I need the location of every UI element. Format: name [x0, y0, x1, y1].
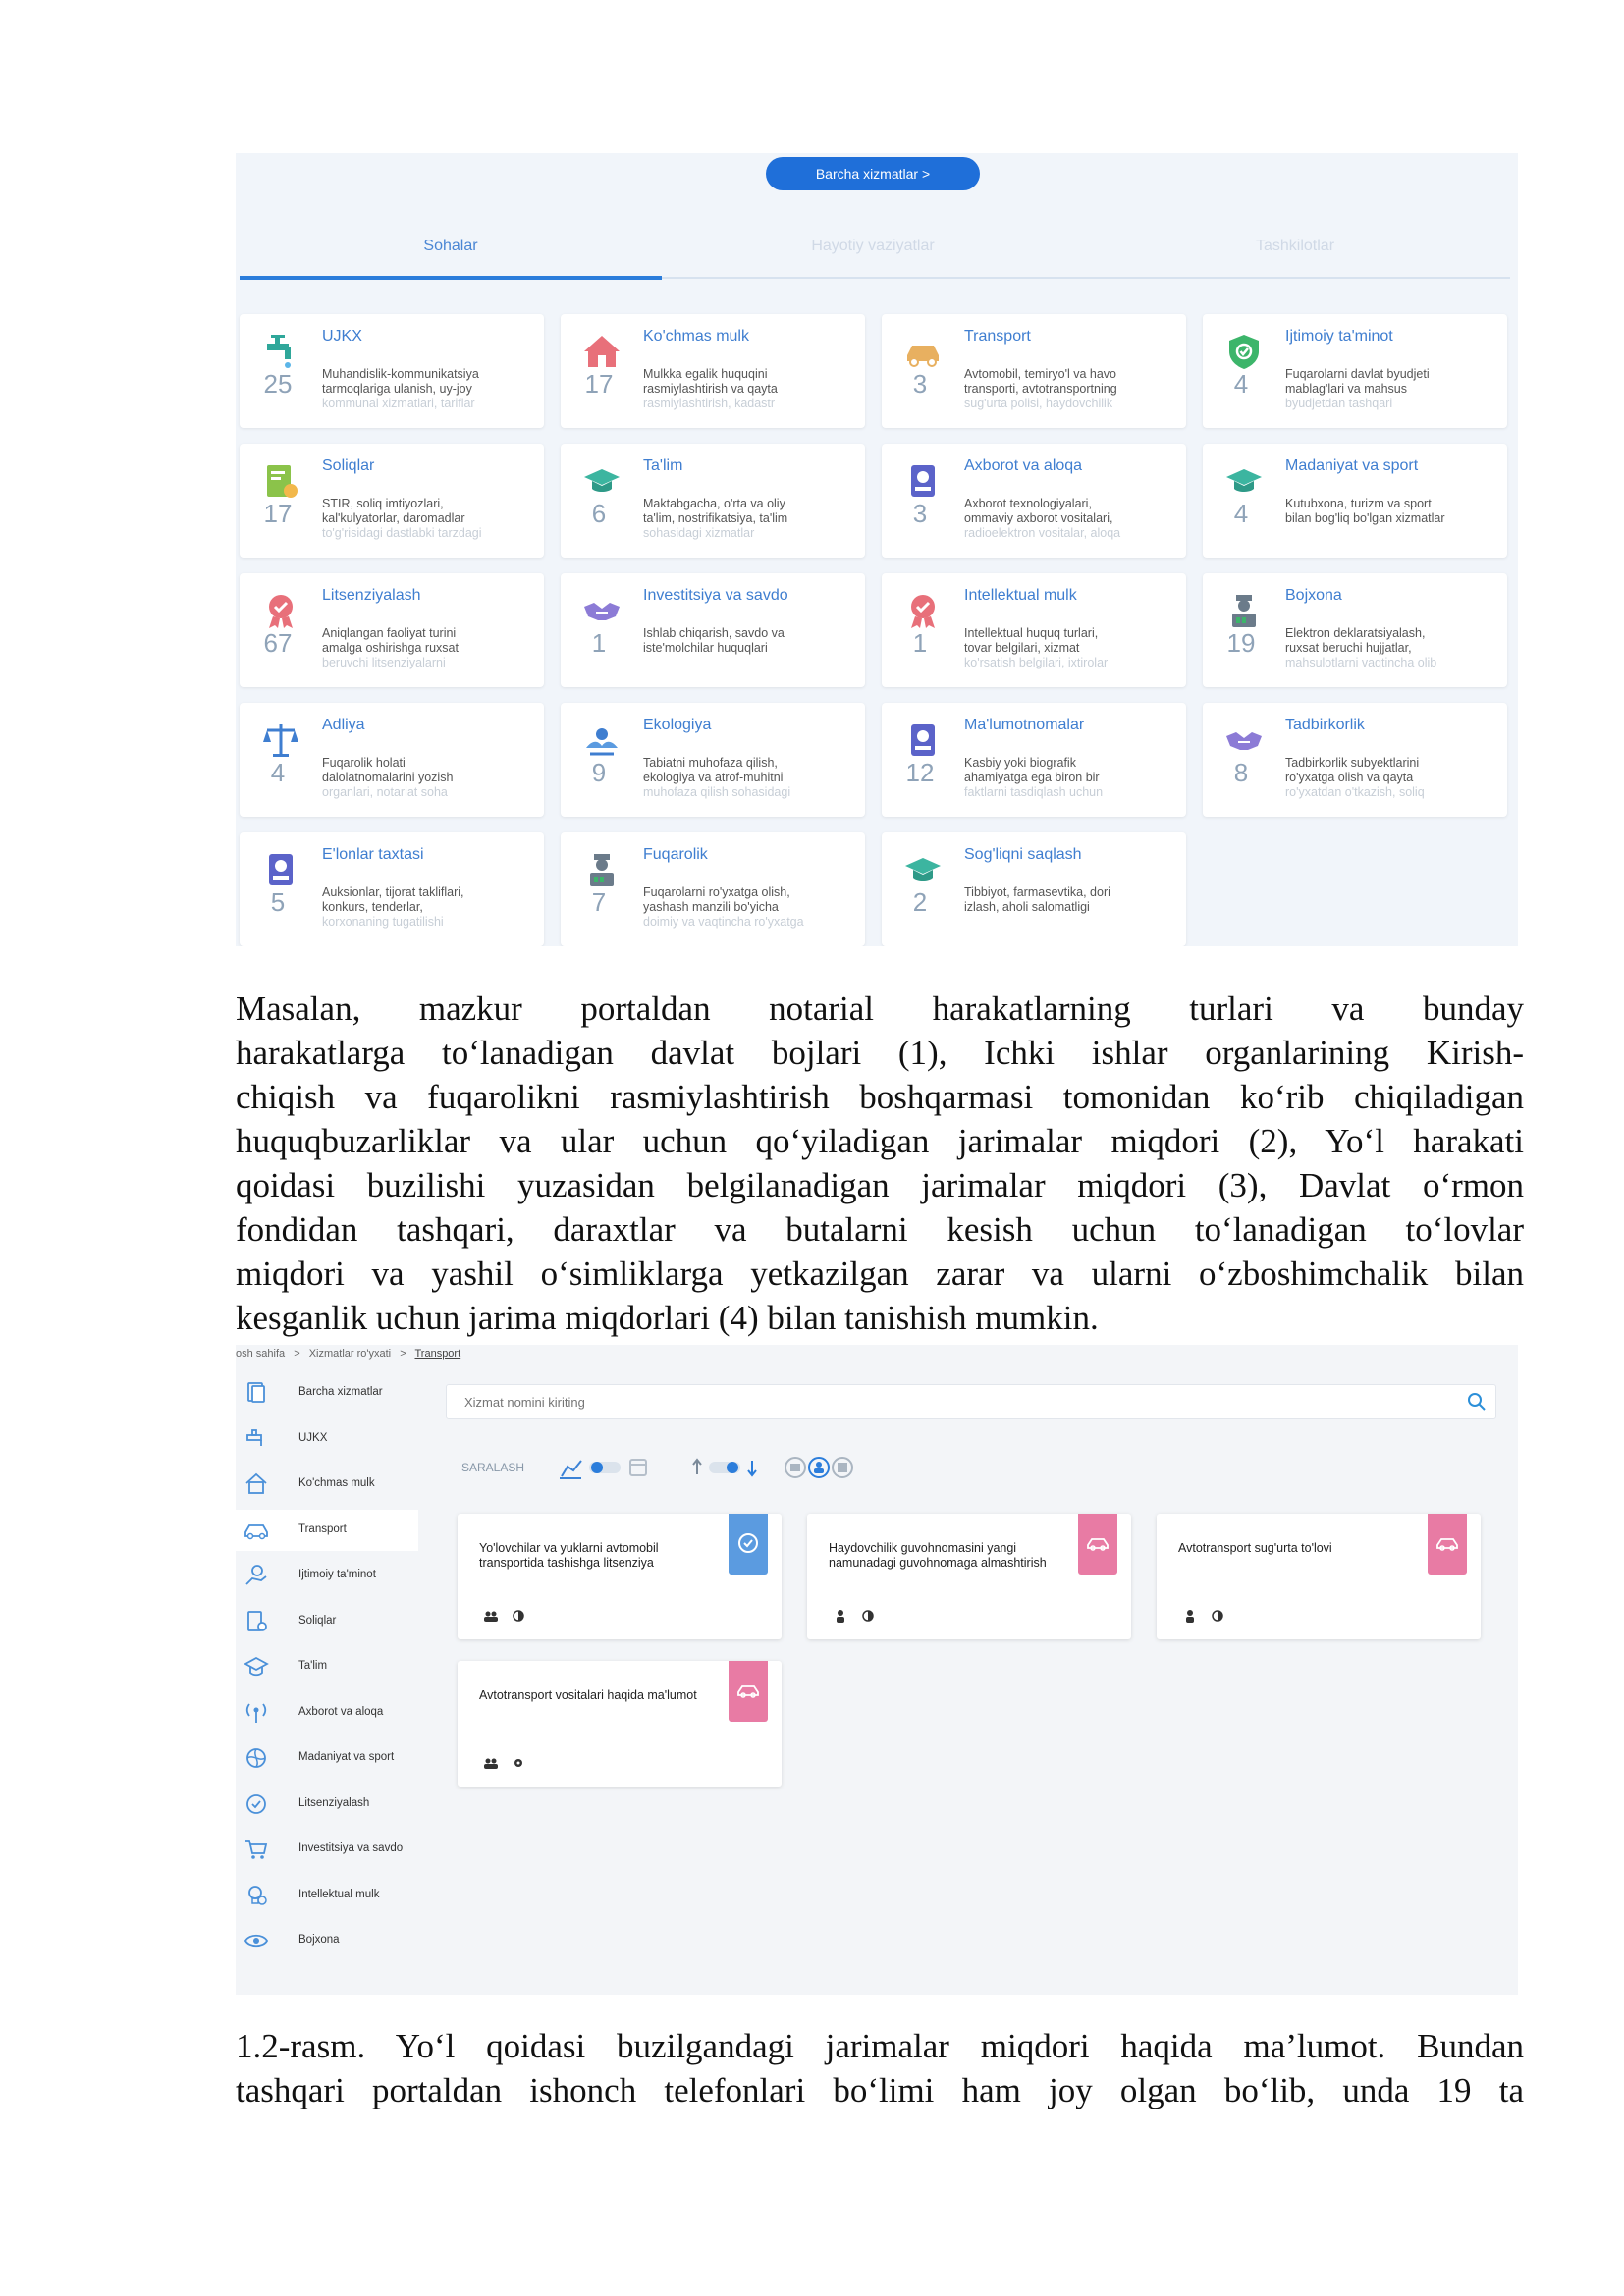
service-meta-icons: [483, 1608, 542, 1624]
sidebar-item-label: Madaniyat va sport: [298, 1751, 395, 1763]
category-card[interactable]: [1203, 703, 1507, 817]
graduation-cap-icon: [903, 850, 943, 889]
description-line: Tibbiyot, farmasevtika, dori: [964, 885, 1110, 899]
filter-company-icon[interactable]: [833, 1458, 852, 1477]
body-paragraph: [236, 987, 1524, 1340]
category-title: Madaniyat va sport: [1285, 457, 1419, 474]
description-line: ta'lim, nostrifikatsiya, ta'lim: [643, 511, 788, 525]
category-title: Ekologiya: [643, 717, 712, 733]
description-line: konkurs, tenderlar,: [322, 900, 423, 914]
services-portal-screenshot: [236, 153, 1518, 946]
ball-icon: [244, 1745, 269, 1771]
toggle-switch[interactable]: [589, 1462, 621, 1473]
cart-icon: [244, 1837, 269, 1862]
description-line: Intellektual huquq turlari,: [964, 626, 1099, 640]
category-count: 4: [270, 758, 286, 787]
breadcrumb-services[interactable]: Xizmatlar ro'yxati: [308, 1348, 392, 1360]
caption-paragraph: [236, 2024, 1524, 2112]
service-meta-icons: [833, 1608, 892, 1624]
category-description: [964, 367, 1176, 411]
category-card[interactable]: [240, 314, 544, 428]
category-description: [1285, 756, 1497, 800]
category-sidebar: [236, 1364, 418, 1995]
category-count: 5: [270, 887, 286, 917]
description-line: Fuqarolarni ro'yxatga olish,: [643, 885, 790, 899]
service-card[interactable]: [807, 1514, 1131, 1639]
category-count: 4: [1233, 369, 1249, 399]
sidebar-item-label: Ko'chmas mulk: [298, 1477, 375, 1489]
category-title: E'lonlar taxtasi: [322, 846, 424, 863]
category-count: 4: [1233, 499, 1249, 528]
water-tap-icon: [244, 1426, 269, 1452]
description-line: ekologiya va atrof-muhitni: [643, 771, 784, 784]
customs-officer-icon: [1224, 591, 1264, 630]
service-type-tag: [1428, 1514, 1467, 1575]
description-line: rasmiylashtirish, kadastr: [643, 397, 776, 410]
graduation-cap-icon: [244, 1654, 269, 1680]
description-line: STIR, soliq imtiyozlari,: [322, 497, 444, 510]
category-title: Transport: [964, 328, 1031, 345]
description-line: ruxsat beruchi hujjatlar,: [1285, 641, 1412, 655]
sidebar-item-label: Ta'lim: [298, 1660, 328, 1672]
sidebar-item-label: Investitsiya va savdo: [298, 1842, 404, 1854]
category-card[interactable]: [240, 444, 544, 558]
description-line: Avtomobil, temiryo'l va havo: [964, 367, 1116, 381]
service-title: Avtotransport sug'urta to'lovi: [1178, 1541, 1332, 1555]
toggle-switch[interactable]: [709, 1462, 740, 1473]
description-line: bilan bog'liq bo'lgan xizmatlar: [1285, 511, 1445, 525]
description-line: beruvchi litsenziyalarni: [322, 656, 446, 669]
category-count: 1: [591, 628, 607, 658]
graduation-cap-icon: [582, 461, 622, 501]
check-badge-icon: [736, 1531, 760, 1555]
paragraph-line: fondidan tashqari, daraxtlar va butalarni kesish uchun to‘lanadigan to‘lovlar: [236, 1210, 1524, 1249]
category-card[interactable]: [882, 832, 1186, 946]
sidebar-item[interactable]: [236, 1601, 418, 1642]
search-input[interactable]: [446, 1384, 1496, 1419]
person-icon: [837, 1610, 844, 1623]
description-line: kommunal xizmatlari, tariflar: [322, 397, 475, 410]
sidebar-item[interactable]: [236, 1372, 418, 1414]
category-description: [643, 626, 855, 656]
category-title: Ta'lim: [643, 457, 683, 474]
description-line: Axborot texnologiyalari,: [964, 497, 1092, 510]
tab-sohalar[interactable]: Sohalar: [423, 238, 478, 254]
category-card[interactable]: [882, 573, 1186, 687]
award-icon: [903, 591, 943, 630]
car-icon: [903, 332, 943, 371]
description-line: Auksionlar, tijorat takliflari,: [322, 885, 464, 899]
category-card[interactable]: [561, 314, 865, 428]
category-title: Soliqlar: [322, 457, 375, 474]
sidebar-item-label: UJKX: [298, 1431, 328, 1444]
category-count: 19: [1226, 628, 1256, 658]
contrast-icon: [863, 1611, 873, 1621]
category-card[interactable]: [561, 573, 865, 687]
contrast-icon: [1213, 1611, 1222, 1621]
category-card[interactable]: [561, 444, 865, 558]
tab-hayotiy-vaziyatlar[interactable]: Hayotiy vaziyatlar: [811, 238, 935, 254]
category-count: 9: [591, 758, 607, 787]
service-card[interactable]: [1157, 1514, 1481, 1639]
description-line: Muhandislik-kommunikatsiya: [322, 367, 479, 381]
person-icon: [1186, 1610, 1194, 1623]
documents-icon: [244, 1380, 269, 1406]
category-card[interactable]: [882, 444, 1186, 558]
sidebar-item[interactable]: [236, 1646, 418, 1687]
transport-services-screenshot: [236, 1345, 1518, 1995]
description-line: Kasbiy yoki biografik: [964, 756, 1076, 770]
category-card[interactable]: [882, 703, 1186, 817]
description-line: transporti, avtotransportning: [964, 382, 1117, 396]
house-icon: [244, 1471, 269, 1497]
tab-underline-active: [240, 276, 662, 280]
service-type-tag: [729, 1661, 768, 1722]
category-count: 25: [263, 369, 293, 399]
description-line: Aniqlangan faoliyat turini: [322, 626, 457, 640]
car-icon: [244, 1518, 269, 1543]
category-title: Intellektual mulk: [964, 587, 1077, 604]
category-description: [322, 756, 534, 800]
category-description: [322, 497, 534, 541]
description-line: sug'urta polisi, haydovchilik: [964, 397, 1113, 410]
breadcrumb-home[interactable]: osh sahifa: [236, 1348, 286, 1360]
description-line: ko'rsatish belgilari, ixtirolar: [964, 656, 1109, 669]
car-icon: [1435, 1531, 1459, 1555]
paragraph-line: qoidasi buzilishi yuzasidan belgilanadigan jarimalar miqdori (3), Davlat o‘rmon: [236, 1166, 1524, 1204]
description-line: doimiy va vaqtincha ro'yxatga: [643, 915, 804, 929]
search-icon[interactable]: [1467, 1392, 1487, 1412]
description-line: ahamiyatga ega biron bir: [964, 771, 1100, 784]
description-line: Ishlab chiqarish, savdo va: [643, 626, 785, 640]
description-line: ommaviy axborot vositalari,: [964, 511, 1113, 525]
category-description: [964, 756, 1176, 800]
shield-icon: [1224, 332, 1264, 371]
category-card[interactable]: [240, 703, 544, 817]
sidebar-item-label: Bojxona: [298, 1934, 340, 1946]
category-title: Ijtimoiy ta'minot: [1285, 328, 1393, 345]
hand-coins-icon: [244, 1563, 269, 1588]
category-title: Litsenziyalash: [322, 587, 421, 604]
category-count: 12: [905, 758, 935, 787]
id-badge-icon: [903, 461, 943, 501]
paragraph-line: kesganlik uchun jarima miqdorlari (4) bilan tanishish mumkin.: [236, 1299, 1099, 1337]
category-description: [1285, 626, 1497, 670]
sidebar-item-label: Transport: [298, 1522, 347, 1535]
breadcrumb-current[interactable]: Transport: [414, 1348, 461, 1360]
description-line: Kutubxona, turizm va sport: [1285, 497, 1432, 510]
category-description: [643, 756, 855, 800]
category-card[interactable]: [1203, 314, 1507, 428]
paragraph-line: Masalan, mazkur portaldan notarial harakatlarning turlari va bunday: [236, 989, 1524, 1028]
category-title: Investitsiya va savdo: [643, 587, 788, 604]
category-description: [964, 885, 1176, 915]
house-icon: [582, 332, 622, 371]
service-title: Yo'lovchilar va yuklarni avtomobil transportida tashishga litsenziya: [479, 1541, 659, 1570]
category-description: [964, 626, 1176, 670]
description-line: radioelektron vositalar, aloqa: [964, 526, 1121, 540]
category-title: Axborot va aloqa: [964, 457, 1083, 474]
paragraph-line: chiqish va fuqarolikni rasmiylashtirish boshqarmasi tomonidan ko‘rib chiqiladigan: [236, 1078, 1524, 1116]
description-line: ro'yxatdan o'tkazish, soliq: [1285, 785, 1425, 799]
description-line: Fuqarolik holati: [322, 756, 406, 770]
breadcrumb-separator: >: [294, 1348, 300, 1360]
description-line: dalolatnomalarini yozish: [322, 771, 454, 784]
description-line: tovar belgilari, xizmat: [964, 641, 1080, 655]
category-card[interactable]: [1203, 573, 1507, 687]
car-icon: [736, 1679, 760, 1702]
category-description: [964, 497, 1176, 541]
category-count: 3: [912, 499, 928, 528]
category-title: Sog'liqni saqlash: [964, 846, 1082, 863]
breadcrumb: [236, 1348, 460, 1360]
paragraph-line: huquqbuzarliklar va ular uchun qo‘yiladigan jarimalar miqdori (2), Yo‘l harakati: [236, 1122, 1524, 1160]
breadcrumb-separator: >: [400, 1348, 406, 1360]
nature-icon: [582, 721, 622, 760]
category-title: Ma'lumotnomalar: [964, 717, 1085, 733]
car-icon: [1086, 1531, 1110, 1555]
sidebar-item-label: Barcha xizmatlar: [298, 1386, 383, 1398]
description-line: amalga oshirishga ruxsat: [322, 641, 459, 655]
filter-person-icon[interactable]: [809, 1458, 829, 1477]
tab-tashkilotlar[interactable]: Tashkilotlar: [1255, 238, 1335, 254]
service-title: Avtotransport vositalari haqida ma'lumot: [479, 1688, 697, 1702]
description-line: organlari, notariat soha: [322, 785, 448, 799]
filter-organization-icon[interactable]: [785, 1458, 805, 1477]
sidebar-item[interactable]: [236, 1737, 418, 1779]
category-count: 17: [584, 369, 614, 399]
category-description: [643, 367, 855, 411]
category-title: Tadbirkorlik: [1285, 717, 1365, 733]
sidebar-item[interactable]: [236, 1418, 418, 1460]
description-line: byudjetdan tashqari: [1285, 397, 1393, 410]
category-description: [1285, 367, 1497, 411]
description-line: mahsulotlarni vaqtincha olib: [1285, 656, 1437, 669]
service-card[interactable]: [458, 1661, 782, 1787]
sidebar-item-label: Litsenziyalash: [298, 1796, 370, 1809]
sort-controls: [560, 1453, 913, 1482]
description-line: kal'kulyatorlar, daromadlar: [322, 511, 465, 525]
category-description: [1285, 497, 1497, 526]
description-line: izlash, aholi salomatligi: [964, 900, 1090, 914]
service-card[interactable]: [458, 1514, 782, 1639]
customs-officer-icon: [582, 850, 622, 889]
antenna-icon: [244, 1700, 269, 1726]
sidebar-item[interactable]: [236, 1784, 418, 1825]
sidebar-item[interactable]: [236, 1829, 418, 1870]
tax-document-icon: [261, 461, 300, 501]
sidebar-item[interactable]: [236, 1510, 418, 1551]
calendar-icon[interactable]: [630, 1460, 646, 1475]
scales-icon: [261, 721, 300, 760]
category-count: 3: [912, 369, 928, 399]
category-count: 8: [1233, 758, 1249, 787]
sidebar-item-label: Intellektual mulk: [298, 1888, 380, 1900]
group-icon: [484, 1612, 498, 1623]
category-description: [643, 885, 855, 930]
paragraph-line: harakatlarga to‘lanadigan davlat bojlari (1), Ichki ishlar organlarining Kirish-: [236, 1034, 1524, 1072]
paragraph-line: miqdori va yashil o‘simliklarga yetkazilgan zarar va ularni o‘zboshimchalik bilan: [236, 1255, 1524, 1293]
lightbulb-icon: [244, 1883, 269, 1908]
category-description: [322, 626, 534, 670]
eye-scan-icon: [244, 1928, 269, 1953]
description-line: Mulkka egalik huquqini: [643, 367, 768, 381]
category-card[interactable]: [240, 573, 544, 687]
category-description: [322, 885, 534, 930]
all-services-button[interactable]: Barcha xizmatlar >: [766, 157, 980, 190]
award-icon: [244, 1791, 269, 1817]
service-title: Haydovchilik guvohnomasini yangi namunadagi guvohnomaga almashtirish: [829, 1541, 1047, 1570]
paragraph-line: 1.2-rasm. Yo‘l qoidasi buzilgandagi jarimalar miqdori haqida ma’lumot. Bundan: [236, 2027, 1524, 2065]
contrast-icon: [514, 1611, 523, 1621]
category-count: 67: [263, 628, 293, 658]
sidebar-item[interactable]: [236, 1692, 418, 1734]
category-card[interactable]: [561, 832, 865, 946]
sidebar-item-label: Soliqlar: [298, 1614, 337, 1627]
description-line: muhofaza qilish sohasidagi: [643, 785, 791, 799]
description-line: iste'molchilar huquqlari: [643, 641, 768, 655]
description-line: Maktabgacha, o'rta va oliy: [643, 497, 785, 510]
category-count: 17: [263, 499, 293, 528]
description-line: Tabiatni muhofaza qilish,: [643, 756, 778, 770]
sidebar-item-label: Ijtimoiy ta'minot: [298, 1569, 376, 1580]
sort-direction-icon[interactable]: [693, 1460, 701, 1474]
category-title: Ko'chmas mulk: [643, 328, 749, 345]
category-title: Bojxona: [1285, 587, 1342, 604]
description-line: sohasidagi xizmatlar: [643, 526, 755, 540]
sidebar-item[interactable]: [236, 1555, 418, 1596]
category-count: 6: [591, 499, 607, 528]
category-card[interactable]: [240, 832, 544, 946]
description-line: to'g'risidagi dastlabki tarzdagi: [322, 526, 482, 540]
graduation-cap-icon: [1224, 461, 1264, 501]
category-card[interactable]: [561, 703, 865, 817]
description-line: tarmoqlariga ulanish, uy-joy: [322, 382, 472, 396]
category-count: 1: [912, 628, 928, 658]
trend-chart-icon[interactable]: [560, 1461, 581, 1478]
category-count: 2: [912, 887, 928, 917]
sidebar-item[interactable]: [236, 1464, 418, 1505]
service-meta-icons: [1182, 1608, 1241, 1624]
description-line: yashash manzili bo'yicha: [643, 900, 779, 914]
category-card[interactable]: [882, 314, 1186, 428]
service-type-tag: [1078, 1514, 1117, 1575]
id-badge-icon: [903, 721, 943, 760]
category-card[interactable]: [1203, 444, 1507, 558]
handshake-icon: [1224, 721, 1264, 760]
description-line: faktlarni tasdiqlash uchun: [964, 785, 1104, 799]
sort-direction-icon[interactable]: [748, 1461, 756, 1475]
group-icon: [484, 1759, 498, 1770]
category-title: Adliya: [322, 717, 365, 733]
category-description: [643, 497, 855, 541]
id-badge-icon: [261, 850, 300, 889]
handshake-icon: [582, 591, 622, 630]
sidebar-item-label: Axborot va aloqa: [298, 1705, 384, 1718]
description-line: mablag'lari va mahsus: [1285, 382, 1407, 396]
category-title: UJKX: [322, 328, 362, 345]
service-meta-icons: [483, 1755, 542, 1771]
category-description: [322, 367, 534, 411]
sort-label: SARALASH: [461, 1461, 525, 1474]
description-line: ro'yxatga olish va qayta: [1285, 771, 1414, 784]
description-line: rasmiylashtirish va qayta: [643, 382, 778, 396]
description-line: korxonaning tugatilishi: [322, 915, 444, 929]
water-tap-icon: [261, 332, 300, 371]
description-line: Tadbirkorlik subyektlarini: [1285, 756, 1420, 770]
category-count: 7: [591, 887, 607, 917]
sidebar-item[interactable]: [236, 1875, 418, 1916]
sidebar-item[interactable]: [236, 1920, 418, 1961]
tax-document-icon: [244, 1609, 269, 1634]
description-line: Elektron deklaratsiyalash,: [1285, 626, 1426, 640]
service-type-tag: [729, 1514, 768, 1575]
paragraph-line: tashqari portaldan ishonch telefonlari bo‘limi ham joy olgan bo‘lib, unda 19 ta: [236, 2071, 1524, 2109]
description-line: Fuqarolarni davlat byudjeti: [1285, 367, 1430, 381]
gear-icon: [514, 1759, 522, 1767]
category-title: Fuqarolik: [643, 846, 708, 863]
award-icon: [261, 591, 300, 630]
